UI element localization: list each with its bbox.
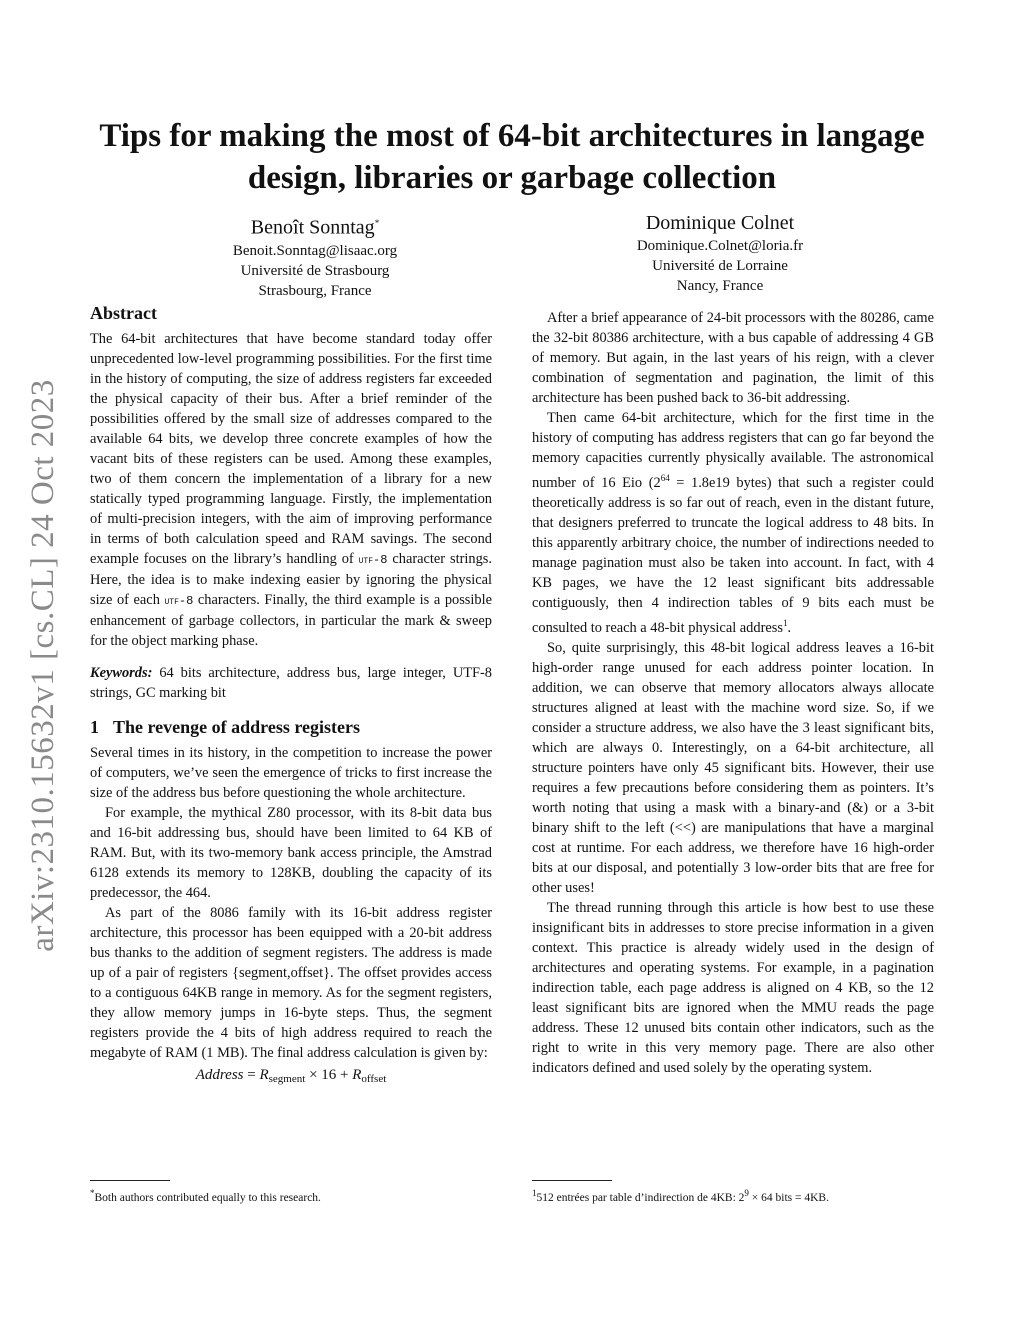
keywords: Keywords: 64 bits architecture, address bus, large integer, UTF-8 strings, GC marking bit bbox=[90, 665, 492, 701]
footnote-ref: 1 bbox=[782, 617, 788, 628]
footnote-rule bbox=[90, 1180, 170, 1181]
author-location: Strasbourg, France bbox=[258, 282, 372, 299]
paragraph: After a brief appearance of 24-bit processors with the 80286, came the 32-bit 80386 architecture, with a bus capable of addressing 4 GB of memory. But again, in the last years of his reign, with a clever combination of segmentation and pagination, the limit of this architecture has been pushed back to 36-bit addressing. bbox=[532, 310, 934, 406]
footnote-rule bbox=[532, 1180, 612, 1181]
paragraph: So, quite surprisingly, this 48-bit logical address leaves a 16-bit high-order range unused for each address pointer location. In addition, we can observe that memory allocators always allocate structures aligned at least with the machine word size. So, if we consider a structure address, we also have the 3 least significant bits, which are always 0. Interestingly, on a 64-bit architecture, all structure pointers have only 45 significant bits. However, their use requires a few precautions before considering them as pointers. It’s worth noting that using a mask with a binary-and (&) or a 3-bit binary shift to the left (<<) are manipulations that have a marginal cost at runtime. For each address, we therefore have 16 high-order bits at our disposal, and potentially 3 low-order bits that are free for other uses! bbox=[532, 639, 934, 896]
author-affiliation: Université de Lorraine bbox=[652, 258, 788, 274]
author-email: Dominique.Colnet@loria.fr bbox=[636, 238, 804, 254]
author-block-2 bbox=[590, 210, 850, 296]
section-heading: 1 The revenge of address registers bbox=[90, 717, 360, 737]
arxiv-stamp-text: arXiv:2310.15632v1 [cs.CL] 24 Oct 2023 bbox=[24, 378, 61, 952]
paragraph: The thread running through this article is how best to use these insignificant bits in addresses to store precise information in a given context. This practice is already widely used in the design of architectures and operating systems. For example, in a pagination indirection table, each page address is aligned on 4 KB, so the 12 least significant bits are ignored when the MMU reads the page address. These 12 unused bits contain other indicators, such as the right to write in this very memory page. There are also other indicators defined and used solely by the operating system. bbox=[532, 899, 934, 1076]
paragraph: As part of the 8086 family with its 16-bit address register architecture, this processor has been equipped with a 20-bit address bus thanks to the addition of segment registers. The address is made up of a pair of registers {segment,offset}. The offset provides access to a contiguous 64KB range in memory. As for the segment registers, they allow memory jumps in 16-byte steps. Thus, the segment registers provide the 4 bits of high address required to reach the megabyte of RAM (1 MB). The final address calculation is given by: bbox=[90, 905, 492, 1061]
footnote-1: $^1$512 entrées par table d’indirection de 4KB: $2^9 \times 64$ bits = 4KB. bbox=[532, 1188, 829, 1204]
arxiv-stamp bbox=[8, 355, 78, 975]
paragraph: Several times in its history, in the competition to increase the power of computers, we’ve seen the emergence of tricks to first increase the size of the address bus before questioning the whole architecture. bbox=[90, 745, 492, 801]
left-column bbox=[90, 303, 492, 1089]
paragraph: Then came 64-bit architecture, which for the first time in the history of computing has address registers that can go far beyond the memory capacities currently physically available. The astronomical number of 16 Eio ($2^{64} = 1.8e19$ bytes) that such a register could theoretically address is so far out of reach, even in the distant future, that designers preferred to truncate the logical address to 48 bits. In this apparently arbitrary choice, the number of indirections needed to manage pagination must also be taken into account. In fact, with 4 KB pages, we have the 12 least significant bits addressable contiguously, then 4 indirection tables of 9 bits each must be consulted to reach a 48-bit physical address$^1$. bbox=[532, 410, 934, 636]
author-footnote-mark: * bbox=[374, 218, 380, 228]
author-affiliation: Université de Strasbourg bbox=[240, 262, 390, 279]
address-equation: Address = $R_{segment} \times 16 + R_{offset}$ bbox=[195, 1067, 387, 1085]
author-name: Dominique Colnet bbox=[645, 212, 795, 234]
author-email: Benoit.Sonntag@lisaac.org bbox=[232, 242, 398, 259]
page-title: Tips for making the most of 64-bit architectures in langage design, libraries or garbage collection bbox=[99, 118, 925, 196]
abstract-heading: Abstract bbox=[90, 303, 157, 323]
footnote-authors: *Both authors contributed equally to this research. bbox=[90, 1188, 321, 1204]
paragraph: For example, the mythical Z80 processor, with its 8-bit data bus and 16-bit addressing bus, should have been limited to 64 KB of RAM. But, with its two-memory bank access principle, the Amstrad 6128 extends its memory to 128KB, doubling the capacity of its predecessor, the 464. bbox=[90, 805, 492, 901]
right-column bbox=[532, 308, 934, 1078]
keywords-label: Keywords: bbox=[90, 665, 153, 681]
author-block-1 bbox=[195, 210, 435, 301]
author-location: Nancy, France bbox=[676, 278, 764, 294]
author-name: Benoît Sonntag* bbox=[250, 216, 380, 239]
abstract-text: The 64-bit architectures that have become standard today offer unprecedented low-level programming possibilities. For the first time in the history of computing, the size of address registers far exceeded the physical capacity of their bus. After a brief reminder of the possibilities offered by the small size of addresses compared to the available 64 bits, we develop three concrete examples of how the vacant bits of these registers can be used. Among these examples, two of them concern the implementation of a library for a new statically typed programming language. Firstly, the implementation of multi-precision integers, with the aim of improving performance in terms of both calculation speed and RAM savings. The second example focuses on the library’s handling of utf-8 character strings. Here, the idea is to make indexing easier by ignoring the physical size of each utf-8 characters. Finally, the third example is a possible enhancement of garbage collectors, in particular the mark & sweep for the object marking phase. bbox=[90, 331, 492, 649]
